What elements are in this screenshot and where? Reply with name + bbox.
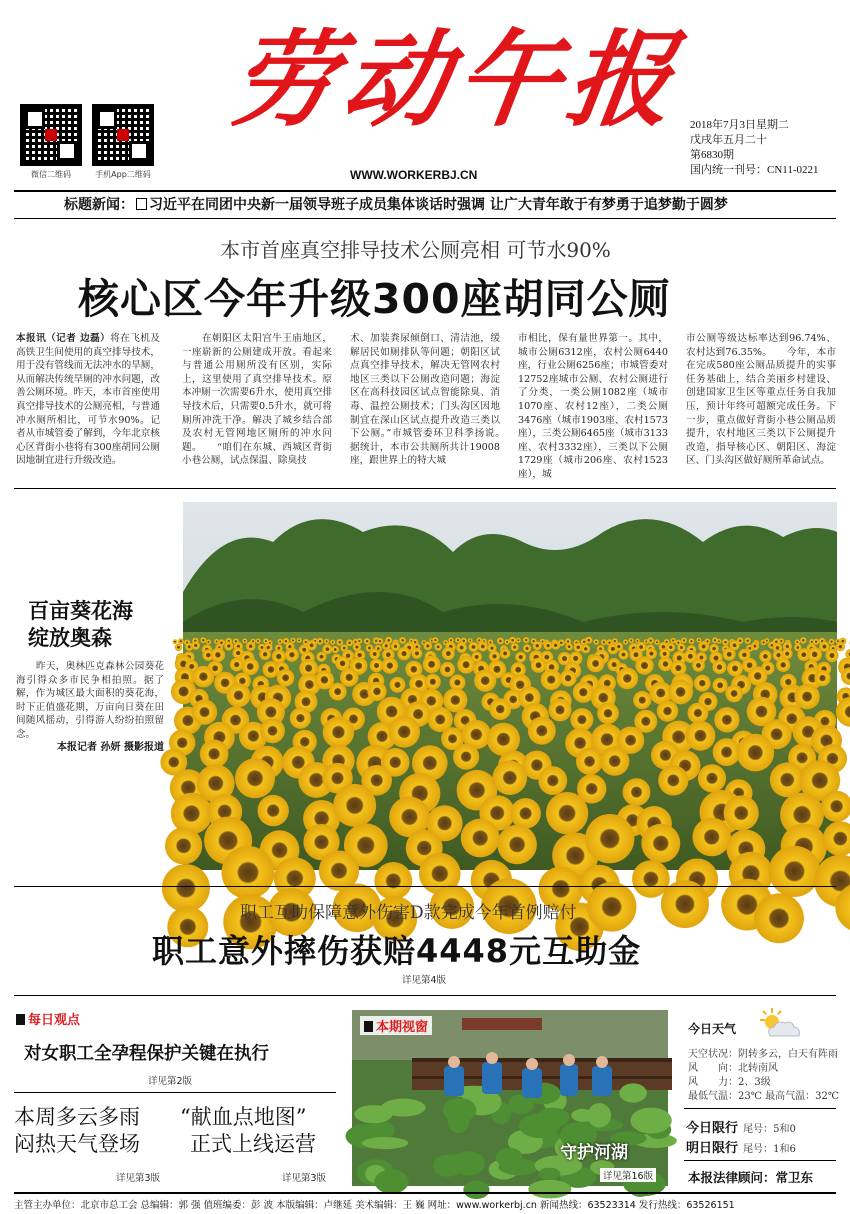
opinion-see[interactable]: 详见第2版 (148, 1076, 193, 1087)
blood-map-story-title[interactable]: “献血点地图” 正式上线运营 (180, 1105, 316, 1156)
lead-column-3: 术、加装粪尿倾倒口、清洁池，缓解居民如厕排队等问题；朝阳区试点真空排导技术，解决无管网农村地区三类以下公厕改造问题；海淀区在高科技园区试点智能除臭、消毒、温控公厕技术；门头沟区因地制宜在深山区试点提升改造三类以下公厕。”市城管委环卫科季扬说。 据统计，本市公共厕所共计19008座，跟世界上的特大城 (350, 333, 520, 467)
traffic-tomorrow: 明日限行 尾号：1和6 (686, 1141, 796, 1156)
sunflower-field-image (183, 502, 837, 870)
photo-rule (14, 886, 836, 887)
photo-credit: 本报记者 孙妍 摄影报道 (57, 742, 164, 753)
qr-code-icon (92, 104, 154, 166)
square-bullet-icon (16, 1014, 25, 1025)
footer-credits: 主管主办单位：北京市总工会 总编辑：郭 强 值班编委：彭 波 本版编辑：卢继延 美术编辑：王 巍 网址：www.workerbj.cn 新闻热线：63523314 发行热线：63526151 (14, 1200, 735, 1211)
opinion-rule (14, 1092, 336, 1093)
weather-details (688, 1048, 839, 1104)
weather-wind-force: 风 力：2、3级 (688, 1077, 771, 1088)
photo-story-title[interactable]: 百亩葵花海 绽放奥森 (28, 599, 133, 650)
weather-story-see[interactable]: 详见第3版 (116, 1173, 161, 1184)
partly-cloudy-icon (752, 1006, 804, 1040)
weather-temperature: 最低气温：23℃ 最高气温：32℃ (688, 1091, 840, 1102)
qr-left (20, 104, 86, 180)
lead-column-4: 市相比，保有量世界第一。其中，城市公厕6312座，农村公厕6440座，行业公厕6256座；市城管委对12752座城市公厕、农村公厕进行了分类，一类公厕1082座（城市1070座、农村12座），二类公厕3476座（城市1903座、农村1573座），三类公厕6465座（城市3133座、农村3332座），三类以下公厕1729座（城市206座、农村1523座），城 (518, 333, 668, 480)
view-window-photo[interactable] (352, 1010, 668, 1186)
qr-right (92, 104, 158, 180)
headline-news-label: 标题新闻： (64, 197, 134, 213)
issue-lunar-date: 戊戌年五月二十 (690, 134, 767, 146)
lead-column-5: 市公厕等级达标率达到96.74%、农村达到76.35%。 今年，本市在完成580座公厕品质提升的实事任务基础上，结合美丽乡村建设、创建国家卫生区等重点任务自我加压，预计年终可超额完成任务。下一步，重点做好背街小巷公厕品质提升，农村地区三类以下公厕提升改造，指导核心区、朝阳区、海淀区、门头沟区做好厕所革命试点。 (686, 333, 836, 467)
issue-number: 第6830期 (690, 149, 734, 161)
view-window-caption: 守护河湖 (560, 1143, 628, 1163)
lead-column-2: 在朝阳区太阳宫牛王庙地区，一座崭新的公厕建成开放。看起来与普通公用厕所没有区别，实际上，这里使用了真空排导技术。原本冲厕一次需要6升水，使用真空排导技术后，只需要0.5升水，就可将厕所冲洗干净。解决了城乡结合部及农村无管网地区厕所的冲水问题。 “咱们在东城、西城区背街小巷公厕，试点保温、除臭技 (182, 333, 333, 467)
qr-left-caption: 微信二维码 (31, 170, 71, 179)
legal-advisor: 本报法律顾问：常卫东 (688, 1170, 814, 1185)
weather-sky: 天空状况：阴转多云，白天有阵雨 (688, 1049, 838, 1060)
headline-news-bar[interactable] (64, 194, 728, 214)
newspaper-logo: 劳动午报 (223, 18, 689, 141)
qr-code-icon (20, 104, 82, 166)
lead-subtitle: 本市首座真空排导技术公厕亮相 可节水90% (220, 238, 611, 262)
opinion-label: 每日观点 (16, 1009, 80, 1028)
lead-byline: 本报讯（记者 边磊） (16, 333, 111, 344)
square-bullet-icon (136, 198, 147, 210)
opinion-title[interactable]: 对女职工全孕程保护关键在执行 (24, 1044, 269, 1064)
website-url[interactable]: WWW.WORKERBJ.CN (350, 168, 478, 182)
headline-bar-rule (14, 218, 836, 219)
lead-column-1: 本报讯（记者 边磊）将在飞机及高铁卫生间使用的真空排导技术，用于没有管线而无法冲水的旱厕，从而解决传统旱厕的冲水问题，改善公厕环境。昨天，本市首座使用真空排导技术的公厕亮相，与普通冲水厕所相比，可节水90%。记者从市城管委了解到，今年北京核心区背街小巷将有300座胡同公厕因地制宜进行升级改造。 (16, 333, 160, 467)
issue-serial: 国内统一刊号：CN11-0221 (690, 164, 819, 176)
footer-rule (14, 1192, 836, 1194)
sunflower-photo[interactable] (183, 502, 837, 870)
view-window-label: 本期视窗 (360, 1016, 432, 1035)
weather-title: 今日天气 (688, 1022, 737, 1036)
traffic-today: 今日限行 尾号：5和0 (686, 1121, 796, 1136)
weather-wind-direction: 风 向：北转南风 (688, 1063, 778, 1074)
masthead-rule (14, 190, 836, 192)
second-story-subtitle: 职工互助保障意外伤害D款完成今年首例赔付 (240, 903, 577, 923)
weather-story-title[interactable]: 本周多云多雨 闷热天气登场 (14, 1105, 140, 1156)
second-story-rule (14, 995, 836, 996)
issue-info (690, 118, 819, 178)
qr-right-caption: 手机App二维码 (95, 170, 151, 179)
photo-story-text: 昨天，奥林匹克森林公园葵花海引得众多市民争相拍照。据了解，作为城区最大面积的葵花海，时下正值盛花期，万亩向日葵在田间随风摇动，引得游人纷纷拍照留念。 (16, 661, 164, 740)
lead-title[interactable]: 核心区今年升级300座胡同公厕 (78, 275, 671, 323)
second-story-title[interactable]: 职工意外摔伤获赔4448元互助金 (152, 932, 642, 970)
lead-story-rule (14, 488, 836, 489)
blood-map-story-see[interactable]: 详见第3版 (282, 1173, 327, 1184)
headline-news-text: 习近平在同团中央新一届领导班子成员集体谈话时强调 让广大青年敢于有梦勇于追梦勤于圆梦 (149, 197, 728, 213)
second-story-see[interactable]: 详见第4版 (402, 975, 447, 986)
traffic-rule (684, 1160, 836, 1161)
square-bullet-icon (364, 1021, 373, 1032)
view-window-see[interactable]: 详见第16版 (600, 1168, 656, 1182)
issue-date: 2018年7月3日星期二 (690, 119, 789, 131)
weather-rule (684, 1108, 836, 1109)
